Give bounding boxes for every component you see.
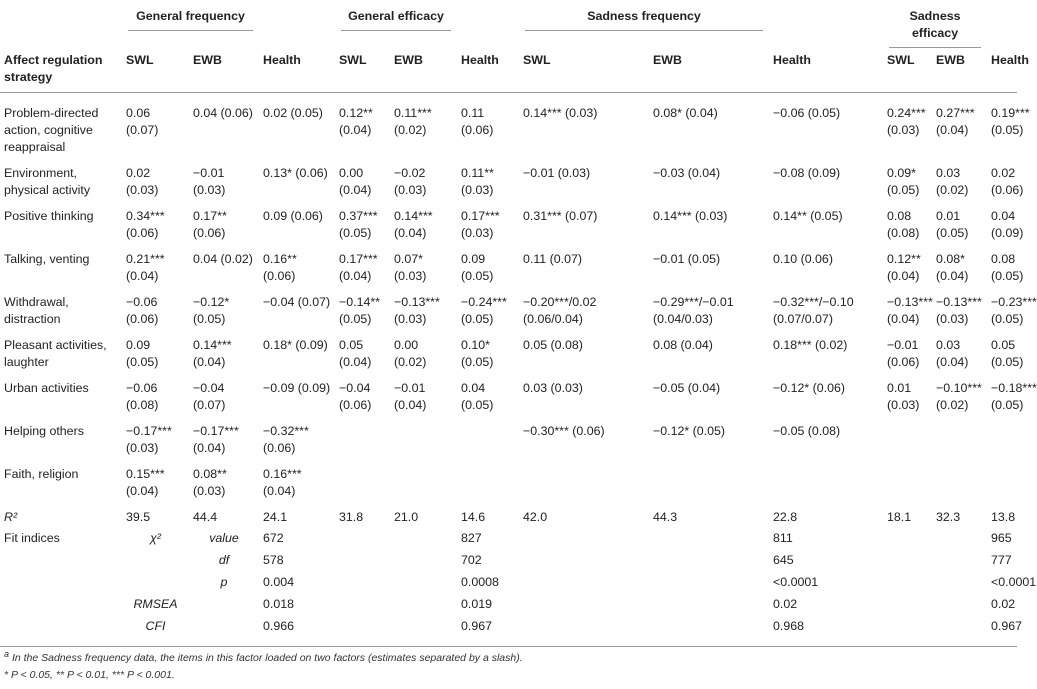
table-cell: 0.08 (0.08) xyxy=(887,209,920,240)
table-cell: 0.18*** (0.02) xyxy=(773,338,848,352)
empty-cell xyxy=(932,592,987,614)
table-row xyxy=(0,156,1017,199)
empty-cell xyxy=(335,570,390,592)
strategy-label: Problem-directed action, cognitive reappraisal xyxy=(4,106,99,154)
table-cell: 0.08 (0.04) xyxy=(653,338,713,352)
fit-value: <0.0001 xyxy=(991,575,1037,589)
strategy-label: Talking, venting xyxy=(4,252,90,266)
fit-index-name: RMSEA xyxy=(133,597,178,611)
fit-value: 702 xyxy=(461,553,482,567)
table-cell: 0.08** (0.03) xyxy=(193,467,227,498)
strategy-label: Pleasant activities, laughter xyxy=(4,338,107,369)
empty-cell xyxy=(649,526,769,548)
table-cell: 0.15*** (0.04) xyxy=(126,467,165,498)
table-cell: −0.06 (0.06) xyxy=(126,295,159,326)
table-cell: 0.04 (0.05) xyxy=(461,381,494,412)
table-cell: 0.14*** (0.04) xyxy=(394,209,433,240)
group-header-general-frequency: General frequency xyxy=(128,8,253,31)
col-label: EWB xyxy=(394,53,423,67)
table-cell: −0.02 (0.03) xyxy=(394,166,427,197)
empty-cell xyxy=(519,548,649,570)
empty-cell xyxy=(0,592,122,614)
column-header-row xyxy=(0,48,1017,93)
col-label: Health xyxy=(773,53,811,67)
fit-value: 0.02 xyxy=(773,597,798,611)
table-cell xyxy=(335,414,390,457)
table-cell: 0.08* (0.04) xyxy=(653,106,718,120)
table-cell: 0.05 (0.08) xyxy=(523,338,583,352)
col-label: SWL xyxy=(126,53,154,67)
table-cell: 0.12** (0.04) xyxy=(339,106,373,137)
table-cell: −0.13*** (0.03) xyxy=(936,295,982,326)
fit-value: 811 xyxy=(773,531,793,545)
table-cell: 0.09 (0.05) xyxy=(461,252,494,283)
strategy-label: Environment, physical activity xyxy=(4,166,91,197)
table-cell: −0.20***/0.02 (0.06/0.04) xyxy=(523,295,597,326)
footnote-significance: * P < 0.05, ** P < 0.01, *** P < 0.001. xyxy=(4,669,175,681)
fit-value: 0.968 xyxy=(773,619,805,633)
fit-row xyxy=(0,570,1017,592)
table-cell: −0.10*** (0.02) xyxy=(936,381,982,412)
empty-cell xyxy=(0,548,122,570)
group-header-row xyxy=(0,0,1017,48)
r2-value: 18.1 xyxy=(887,510,912,524)
table-cell: −0.14** (0.05) xyxy=(339,295,380,326)
empty-cell xyxy=(883,592,932,614)
col-label: SWL xyxy=(523,53,551,67)
fit-value: 0.019 xyxy=(461,597,493,611)
table-cell: 0.18* (0.09) xyxy=(263,338,328,352)
table-cell: −0.12* (0.05) xyxy=(193,295,230,326)
table-cell: 0.09* (0.05) xyxy=(887,166,920,197)
table-cell: 0.17** (0.06) xyxy=(193,209,227,240)
table-cell: 0.09 (0.06) xyxy=(263,209,323,223)
fit-value: 0.004 xyxy=(263,575,295,589)
table-cell: −0.17*** (0.03) xyxy=(126,424,172,455)
table-cell: −0.01 (0.04) xyxy=(394,381,427,412)
r2-value: 14.6 xyxy=(461,510,486,524)
empty-cell xyxy=(335,614,390,647)
table-cell: 0.17*** (0.03) xyxy=(461,209,500,240)
col-label: Health xyxy=(461,53,499,67)
table-cell: 0.16*** (0.04) xyxy=(263,467,302,498)
table-row xyxy=(0,242,1017,285)
fit-value: 0.0008 xyxy=(461,575,499,589)
group-header-general-efficacy: General efficacy xyxy=(341,8,451,31)
table-cell: −0.29***/−0.01 (0.04/0.03) xyxy=(653,295,734,326)
table-cell xyxy=(932,457,987,500)
empty-cell xyxy=(0,570,122,592)
table-cell xyxy=(883,414,932,457)
table-row xyxy=(0,285,1017,328)
table-cell: −0.01 (0.03) xyxy=(193,166,226,197)
table-cell: −0.04 (0.06) xyxy=(339,381,372,412)
table-cell: −0.06 (0.08) xyxy=(126,381,159,412)
empty-cell xyxy=(335,592,390,614)
empty-cell xyxy=(519,614,649,647)
empty-cell xyxy=(390,526,457,548)
empty-cell xyxy=(335,548,390,570)
empty-cell xyxy=(189,592,259,614)
table-cell: −0.30*** (0.06) xyxy=(523,424,605,438)
table-cell: 0.08 (0.05) xyxy=(991,252,1024,283)
empty-cell xyxy=(390,548,457,570)
table-cell: 0.03 (0.02) xyxy=(936,166,969,197)
fit-value: 0.966 xyxy=(263,619,295,633)
table-cell xyxy=(335,457,390,500)
fit-value: 0.02 xyxy=(991,597,1016,611)
table-cell: 0.19*** (0.05) xyxy=(991,106,1030,137)
r2-value: 44.3 xyxy=(653,510,678,524)
table-cell xyxy=(932,414,987,457)
table-row xyxy=(0,414,1017,457)
table-cell: −0.13*** (0.03) xyxy=(394,295,440,326)
table-notes xyxy=(4,650,523,684)
empty-cell xyxy=(932,548,987,570)
table-cell: 0.11 (0.07) xyxy=(523,252,583,266)
table-row xyxy=(0,371,1017,414)
empty-cell xyxy=(932,614,987,647)
table-cell xyxy=(519,457,649,500)
table-cell: 0.02 (0.05) xyxy=(263,106,323,120)
empty-cell xyxy=(519,592,649,614)
table-cell: 0.03 (0.04) xyxy=(936,338,969,369)
empty-cell xyxy=(390,592,457,614)
empty-cell xyxy=(649,548,769,570)
r2-row xyxy=(0,500,1017,526)
strategy-label: Withdrawal, distraction xyxy=(4,295,69,326)
empty-cell xyxy=(649,614,769,647)
table-cell: 0.12** (0.04) xyxy=(887,252,921,283)
table-cell: 0.00 (0.02) xyxy=(394,338,427,369)
row-header: Affect regulation strategy xyxy=(4,53,103,84)
table-cell: −0.09 (0.09) xyxy=(263,381,331,395)
table-cell: 0.10 (0.06) xyxy=(773,252,833,266)
table-cell: −0.24*** (0.05) xyxy=(461,295,507,326)
table-cell: −0.01 (0.05) xyxy=(653,252,721,266)
table-cell: −0.01 (0.06) xyxy=(887,338,920,369)
empty-cell xyxy=(122,570,189,592)
table-cell: 0.05 (0.05) xyxy=(991,338,1024,369)
empty-cell xyxy=(519,526,649,548)
fit-value: 0.018 xyxy=(263,597,295,611)
table-cell: −0.08 (0.09) xyxy=(773,166,841,180)
group-header-sadness-efficacy: Sadness efficacy xyxy=(889,8,981,48)
table-cell: 0.05 (0.04) xyxy=(339,338,372,369)
table-cell xyxy=(390,457,457,500)
table-cell xyxy=(769,457,883,500)
fit-row xyxy=(0,548,1017,570)
table-cell xyxy=(457,414,519,457)
empty-cell xyxy=(649,570,769,592)
table-cell: 0.01 (0.05) xyxy=(936,209,969,240)
fit-index-sub: p xyxy=(220,575,228,589)
table-cell: −0.12* (0.06) xyxy=(773,381,845,395)
table-cell: −0.01 (0.03) xyxy=(523,166,591,180)
r2-value: 24.1 xyxy=(263,510,288,524)
r2-value: 21.0 xyxy=(394,510,419,524)
table-cell: 0.04 (0.06) xyxy=(193,106,253,120)
fit-value: 827 xyxy=(461,531,482,545)
table-cell: 0.37*** (0.05) xyxy=(339,209,378,240)
table-cell xyxy=(457,457,519,500)
table-cell: 0.11*** (0.02) xyxy=(394,106,432,137)
table-cell xyxy=(649,457,769,500)
table-cell xyxy=(390,414,457,457)
r2-value: 31.8 xyxy=(339,510,364,524)
table-cell: 0.02 (0.03) xyxy=(126,166,159,197)
fit-row xyxy=(0,614,1017,647)
table-cell: 0.16** (0.06) xyxy=(263,252,297,283)
footnote-a: a In the Sadness frequency data, the items in this factor loaded on two factors (estimates separated by a slash). xyxy=(4,649,523,664)
r2-value: 39.5 xyxy=(126,510,151,524)
col-label: Health xyxy=(991,53,1029,67)
table-cell xyxy=(987,414,1017,457)
fit-value: 672 xyxy=(263,531,284,545)
table-cell: 0.34*** (0.06) xyxy=(126,209,165,240)
table-cell: 0.01 (0.03) xyxy=(887,381,920,412)
table-cell: 0.10* (0.05) xyxy=(461,338,494,369)
table-cell: 0.14*** (0.04) xyxy=(193,338,232,369)
table-cell xyxy=(987,457,1017,500)
fit-value: 0.967 xyxy=(461,619,493,633)
empty-cell xyxy=(649,592,769,614)
table-cell: −0.05 (0.04) xyxy=(653,381,721,395)
table-cell: −0.18*** (0.05) xyxy=(991,381,1037,412)
strategy-label: Positive thinking xyxy=(4,209,94,223)
table-cell: −0.06 (0.05) xyxy=(773,106,841,120)
table-cell: 0.07* (0.03) xyxy=(394,252,427,283)
strategy-label: Faith, religion xyxy=(4,467,79,481)
table-cell: 0.24*** (0.03) xyxy=(887,106,926,137)
table-cell: −0.13*** (0.04) xyxy=(887,295,933,326)
table-cell: −0.17*** (0.04) xyxy=(193,424,239,455)
table-row xyxy=(0,328,1017,371)
table-cell: 0.17*** (0.04) xyxy=(339,252,378,283)
table-cell: 0.27*** (0.04) xyxy=(936,106,975,137)
col-label: EWB xyxy=(653,53,682,67)
col-label: EWB xyxy=(936,53,965,67)
table-cell: 0.21*** (0.04) xyxy=(126,252,165,283)
r2-value: 13.8 xyxy=(991,510,1016,524)
table-cell: 0.00 (0.04) xyxy=(339,166,372,197)
table-cell: 0.02 (0.06) xyxy=(991,166,1024,197)
table-row xyxy=(0,199,1017,242)
table-cell: 0.04 (0.09) xyxy=(991,209,1024,240)
fit-indices-label: Fit indices xyxy=(4,531,60,545)
table-cell: 0.31*** (0.07) xyxy=(523,209,598,223)
table-cell xyxy=(883,457,932,500)
table-cell: 0.06 (0.07) xyxy=(126,106,159,137)
table-cell: −0.04 (0.07) xyxy=(193,381,226,412)
empty-cell xyxy=(883,548,932,570)
col-label: EWB xyxy=(193,53,222,67)
table-cell: −0.05 (0.08) xyxy=(773,424,841,438)
col-label: SWL xyxy=(339,53,367,67)
r2-value: 44.4 xyxy=(193,510,218,524)
table-cell: 0.11 (0.06) xyxy=(461,106,494,137)
table-cell: 0.14*** (0.03) xyxy=(653,209,728,223)
table-cell: 0.08* (0.04) xyxy=(936,252,969,283)
empty-cell xyxy=(883,526,932,548)
fit-value: 0.967 xyxy=(991,619,1023,633)
empty-cell xyxy=(122,548,189,570)
fit-row xyxy=(0,592,1017,614)
table-cell: −0.12* (0.05) xyxy=(653,424,725,438)
table-cell: 0.14** (0.05) xyxy=(773,209,843,223)
empty-cell xyxy=(0,614,122,647)
empty-cell xyxy=(189,614,259,647)
empty-cell xyxy=(390,614,457,647)
table-cell: −0.04 (0.07) xyxy=(263,295,331,309)
table-cell: 0.11** (0.03) xyxy=(461,166,494,197)
empty-cell xyxy=(932,526,987,548)
table-cell: −0.32***/−0.10 (0.07/0.07) xyxy=(773,295,854,326)
fit-value: 965 xyxy=(991,531,1012,545)
table-row xyxy=(0,457,1017,500)
r2-value: 22.8 xyxy=(773,510,798,524)
table-cell: −0.23*** (0.05) xyxy=(991,295,1037,326)
fit-index-name: χ² xyxy=(150,531,161,545)
fit-index-sub: df xyxy=(218,553,230,567)
fit-value: 645 xyxy=(773,553,794,567)
fit-value: 578 xyxy=(263,553,284,567)
fit-index-name: CFI xyxy=(145,619,166,633)
fit-value: <0.0001 xyxy=(773,575,819,589)
empty-cell xyxy=(390,570,457,592)
table-cell: 0.03 (0.03) xyxy=(523,381,583,395)
group-header-sadness-frequency: Sadness frequency xyxy=(525,8,763,31)
table-cell: −0.32*** (0.06) xyxy=(263,424,309,455)
table-cell: 0.14*** (0.03) xyxy=(523,106,598,120)
empty-cell xyxy=(519,570,649,592)
table-cell: 0.13* (0.06) xyxy=(263,166,328,180)
empty-cell xyxy=(932,570,987,592)
table-body xyxy=(0,93,1037,647)
strategy-label: Helping others xyxy=(4,424,84,438)
empty-cell xyxy=(883,570,932,592)
fit-row xyxy=(0,526,1017,548)
table-cell: 0.04 (0.02) xyxy=(193,252,253,266)
r2-value: 42.0 xyxy=(523,510,548,524)
empty-cell xyxy=(883,614,932,647)
table-cell: 0.09 (0.05) xyxy=(126,338,159,369)
r2-value: 32.3 xyxy=(936,510,961,524)
table-row xyxy=(0,93,1017,157)
fit-value: 777 xyxy=(991,553,1012,567)
col-label: Health xyxy=(263,53,301,67)
r2-label: R² xyxy=(4,510,18,524)
col-label: SWL xyxy=(887,53,915,67)
fit-index-sub: value xyxy=(209,531,239,545)
strategy-label: Urban activities xyxy=(4,381,89,395)
table-cell: −0.03 (0.04) xyxy=(653,166,721,180)
empty-cell xyxy=(335,526,390,548)
